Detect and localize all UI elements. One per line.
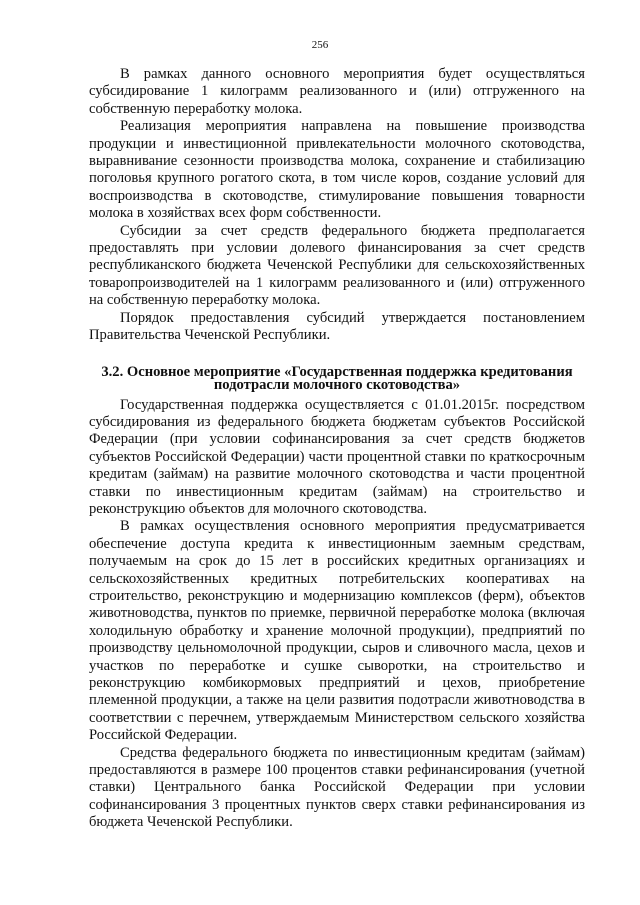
paragraph-subsidy-per-kilogram: В рамках данного основного мероприятия будет осуществляться субсидирование 1 килограмм реализованного и (или) отгруженного на собственную переработку молока. [89,66,585,117]
paragraph-credit-access: В рамках осуществления основного мероприятия предусматривается обеспечение доступа кредита к инвестиционным заемным средствам, получаемым на срок до 15 лет в российских кредитных организациях и сельскохозяйственных кредитных потребительских кооперативах на строительство, реконструкцию и модернизацию комплексов (ферм), объектов животноводства, пунктов по приемке, первичной переработке молока (включая холодильную обработку и хранение молочной продукции), предприятий по производству цельномолочной продукции, сыров и сливочного масла, цехов и участков по переработке и сушке сыворотки, на строительство и реконструкцию комбикормовых предприятий и цехов, приобретение племенной продукции, а также на цели развития подотрасли животноводства в соответствии с перечнем, утверждаемым Министерством сельского хозяйства Российской Федерации. [89,518,585,744]
document-body [89,66,585,832]
paragraph-state-support: Государственная поддержка осуществляется с 01.01.2015г. посредством субсидирования из федерального бюджета бюджетам субъектов Российской Федерации (при условии софинансирования за счет средств бюджетов субъектов Российской Федерации) части процентной ставки по краткосрочным кредитам (займам) на развитие молочного скотоводства и части процентной ставки по инвестиционным кредитам (займам) на строительство и реконструкцию объектов для молочного скотоводства. [89,396,585,517]
paragraph-federal-subsidies: Субсидии за счет средств федерального бюджета предполагается предоставлять при условии долевого финансирования за счет средств республиканского бюджета Чеченской Республики для сельскохозяйственных товаропроизводителей на 1 килограмм реализованного и (или) отгруженного на собственную переработку молока. [89,222,585,309]
section-heading: 3.2. Основное мероприятие «Государственная поддержка кредитования подотрасли молочного скотоводства» [101,363,573,393]
paragraph-measure-goals: Реализация мероприятия направлена на повышение производства продукции и инвестиционной привлекательности молочного скотоводства, выравнивание сезонности производства молока, сохранение и стабилизацию поголовья крупного рогатого скота, в том числе коров, создание условий для воспроизводства в скотоводстве, стимулирование повышения товарности молока в хозяйствах всех форм собственности. [89,118,585,222]
paragraph-federal-funds: Средства федерального бюджета по инвестиционным кредитам (займам) предоставляются в размере 100 процентов ставки рефинансирования (учетной ставки) Центрального банка Российской Федерации при условии софинансирования 3 процентных пунктов сверх ставки рефинансирования из бюджета Чеченской Республики. [89,744,585,831]
paragraph-subsidy-procedure: Порядок предоставления субсидий утверждается постановлением Правительства Чеченской Республики. [89,309,585,344]
page-number: 256 [311,39,329,51]
